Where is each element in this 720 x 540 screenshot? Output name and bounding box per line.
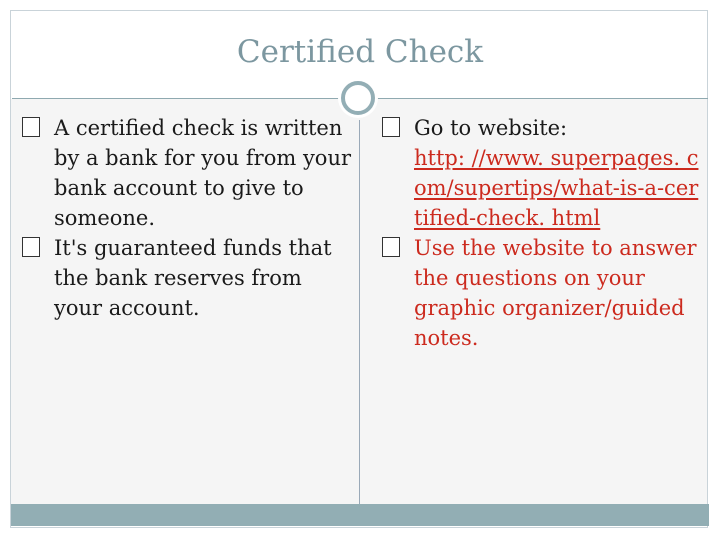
bullet-marker-icon bbox=[22, 237, 40, 257]
bullet-marker-icon bbox=[382, 237, 400, 257]
left-bullet-1 bbox=[22, 113, 352, 233]
website-link[interactable]: http: //www. superpages. com/supertips/what-is-a-certified-check. html bbox=[414, 146, 699, 230]
right-bullet-2 bbox=[382, 233, 702, 353]
bullet-marker-icon bbox=[382, 117, 400, 137]
column-divider bbox=[359, 120, 360, 504]
left-column bbox=[22, 113, 352, 323]
bullet-marker-icon bbox=[22, 117, 40, 137]
divider-circle-ornament bbox=[341, 81, 375, 115]
right-column bbox=[382, 113, 702, 353]
bullet-label: Go to website: bbox=[414, 116, 568, 140]
bullet-text: It's guaranteed funds that the bank reserves from your account. bbox=[54, 236, 332, 320]
right-bullet-1 bbox=[382, 113, 702, 233]
slide-title: Certified Check bbox=[236, 34, 484, 70]
bullet-text: A certified check is written by a bank for you from your bank account to give to someone. bbox=[54, 116, 352, 230]
left-bullet-2 bbox=[22, 233, 352, 323]
footer-bar bbox=[11, 504, 709, 526]
bullet-text: Use the website to answer the questions on your graphic organizer/guided notes. bbox=[414, 236, 697, 350]
